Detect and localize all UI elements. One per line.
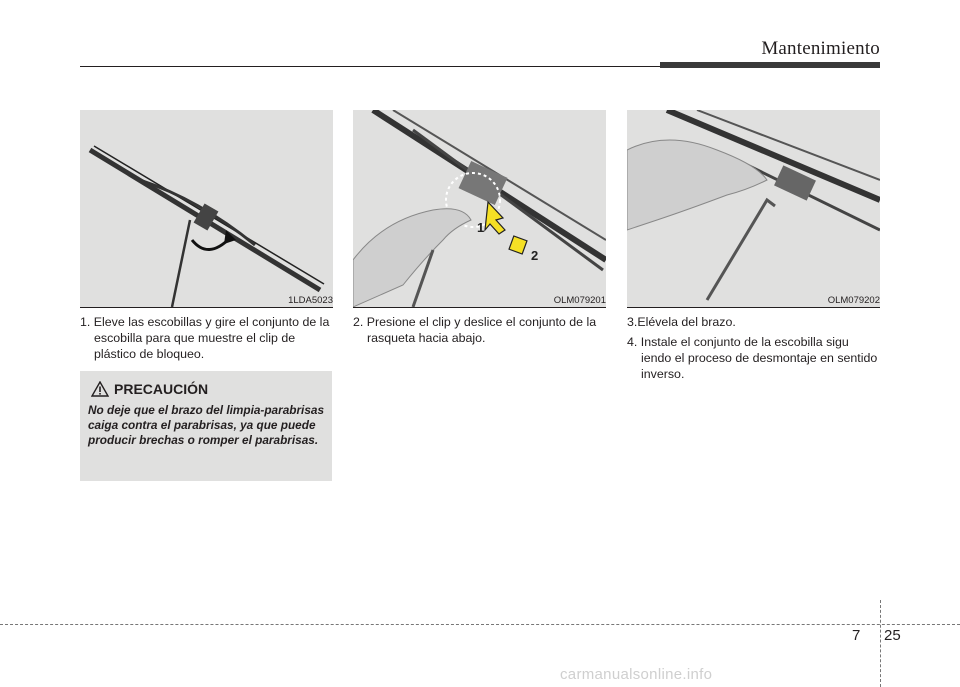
figure-3-illustration: [627, 110, 880, 307]
footer-dashed-divider: [880, 600, 881, 687]
callout-2: 2: [531, 248, 539, 263]
figure-3-code: OLM079202: [827, 295, 880, 306]
step-2: 2. Presione el clip y deslice el conjunto de la rasqueta hacia abajo.: [353, 315, 597, 345]
step-3: 3.Elévela del brazo.: [627, 315, 736, 329]
steps-column-2: [353, 314, 605, 350]
watermark: carmanualsonline.info: [560, 666, 713, 683]
header-rule: [80, 66, 660, 67]
figure-2-illustration: [353, 110, 606, 307]
steps-column-1: [80, 314, 332, 366]
page-header-title: Mantenimiento: [761, 38, 880, 59]
figure-2-rule: [353, 307, 606, 308]
caution-title: PRECAUCIÓN: [114, 381, 209, 397]
step-4: 4. Instale el conjunto de la escobilla sigu iendo el proceso de desmontaje en sentido inverso.: [627, 335, 878, 381]
warning-triangle-icon: [91, 381, 109, 397]
chapter-number: 7: [852, 627, 861, 644]
figure-1-illustration: [80, 110, 333, 307]
callout-1: 1: [477, 220, 485, 235]
footer-dashed-rule: [0, 624, 960, 625]
figure-3-rule: [627, 307, 880, 308]
steps-column-3: [627, 314, 879, 386]
page-number: 25: [884, 627, 901, 644]
figure-2-code: OLM079201: [553, 295, 606, 306]
figure-1-code: 1LDA5023: [288, 295, 333, 306]
caution-text: No deje que el brazo del limpia-parabrisas caiga contra el parabrisas, ya que puede producir brechas o romper el parabrisas.: [88, 403, 325, 447]
figure-1-rule: [80, 307, 333, 308]
step-1: 1. Eleve las escobillas y gire el conjunto de la escobilla para que muestre el clip de plástico de bloqueo.: [80, 315, 330, 361]
header-bar: [660, 62, 880, 68]
